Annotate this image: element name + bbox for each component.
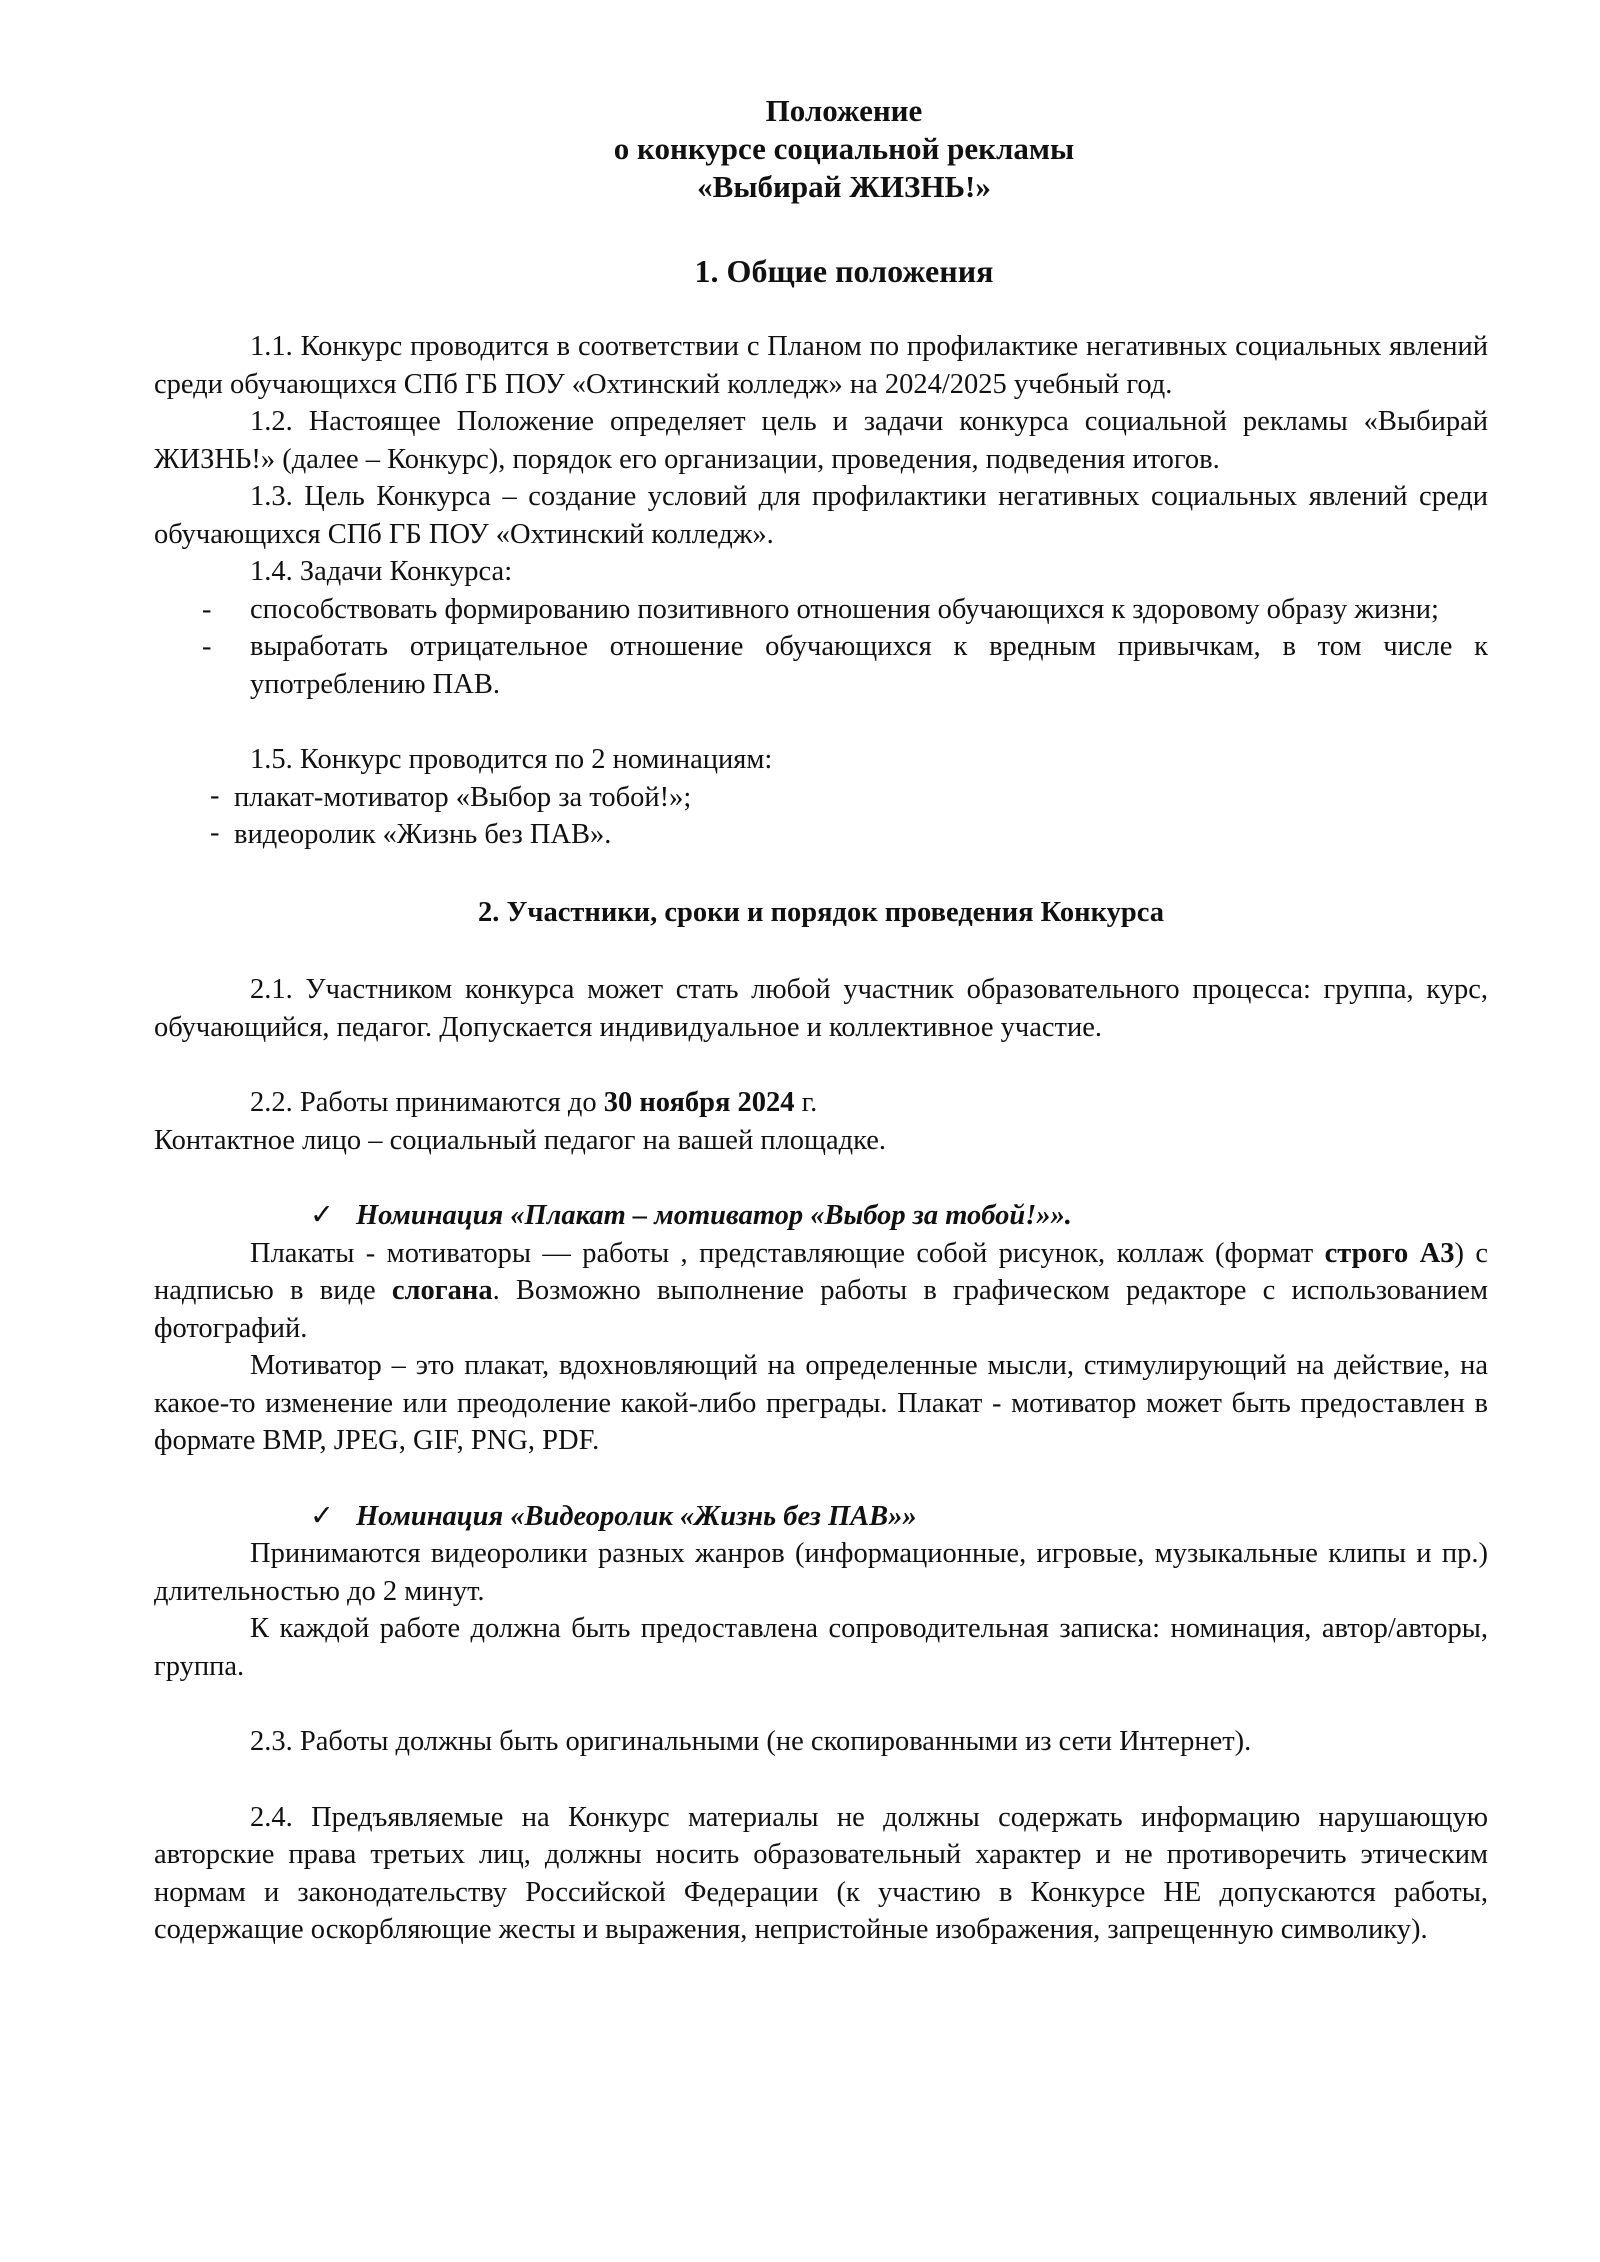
- task-item-text: выработать отрицательное отношение обучающихся к вредным привычкам, в том числе к употреблению ПАВ.: [250, 631, 1488, 700]
- document-title: [200, 92, 1488, 206]
- nomination-list-item: [154, 816, 1488, 854]
- deadline-date: 30 ноября 2024: [603, 1087, 795, 1118]
- task-item: [154, 628, 1488, 703]
- text-run: Плакаты - мотиваторы — работы , представляющие собой рисунок, коллаж (формат: [250, 1237, 1325, 1269]
- deadline-prefix: 2.2. Работы принимаются до: [250, 1087, 604, 1118]
- nomination-1-title: Номинация «Плакат – мотиватор «Выбор за тобой!»».: [356, 1200, 1072, 1231]
- checkmark-icon: ✓: [310, 1500, 334, 1532]
- nomination-1-paragraph-2: Мотиватор – это плакат, вдохновляющий на определенные мысли, стимулирующий на действие, на какое-то изменение или преодоление какой-либо преграды. Плакат - мотиватор может быть предоставлен в формате BMP, JPEG, GIF, PNG, PDF.: [154, 1350, 1488, 1456]
- nomination-2-title: Номинация «Видеоролик «Жизнь без ПАВ»»: [356, 1500, 917, 1532]
- text-run: . Возможно выполнение работы в графическом редакторе с использованием фотографий.: [154, 1275, 1488, 1344]
- bullet-dash: -: [202, 593, 212, 625]
- paragraph-1-2: 1.2. Настоящее Положение определяет цель и задачи конкурса социальной рекламы «Выбирай ЖИЗНЬ!» (далее – Конкурс), порядок его организации, проведения, подведения итогов.: [154, 406, 1488, 475]
- nomination-list-item: [154, 779, 1488, 817]
- paragraph-1-1: 1.1. Конкурс проводится в соответствии с Планом по профилактике негативных социальных явлений среди обучающихся СПб ГБ ПОУ «Охтинский колледж» на 2024/2025 учебный год.: [154, 331, 1488, 400]
- bullet-dash: -: [210, 817, 220, 848]
- slogan-emphasis: слогана: [391, 1275, 493, 1306]
- paragraph-1-3: 1.3. Цель Конкурса – создание условий для профилактики негативных социальных явлений среди обучающихся СПб ГБ ПОУ «Охтинский колледж».: [154, 481, 1488, 550]
- nomination-2-paragraph-2: К каждой работе должна быть предоставлена сопроводительная записка: номинация, автор/авторы, группа.: [154, 1613, 1488, 1682]
- nomination-list-text: видеоролик «Жизнь без ПАВ».: [234, 819, 612, 850]
- paragraph-2-3: 2.3. Работы должны быть оригинальными (не скопированными из сети Интернет).: [250, 1726, 1252, 1757]
- task-item-text: способствовать формированию позитивного отношения обучающихся к здоровому образу жизни;: [250, 593, 1439, 625]
- task-item: [154, 591, 1488, 629]
- nomination-2-heading: [154, 1498, 1488, 1536]
- section-2-heading: 2. Участники, сроки и порядок проведения Конкурса: [478, 896, 1164, 928]
- paragraph-1-4: 1.4. Задачи Конкурса:: [250, 556, 513, 587]
- contact-person: Контактное лицо – социальный педагог на вашей площадке.: [154, 1124, 887, 1156]
- paragraph-2-2: [154, 1084, 1488, 1122]
- nomination-2-paragraph-1: Принимаются видеоролики разных жанров (информационные, игровые, музыкальные клипы и пр.) длительностью до 2 минут.: [154, 1538, 1488, 1607]
- bullet-dash: -: [210, 779, 220, 811]
- bullet-dash: -: [202, 631, 212, 662]
- title-line-2: о конкурсе социальной рекламы: [613, 131, 1075, 166]
- title-line-1: Положение: [765, 93, 923, 128]
- deadline-suffix: г.: [794, 1087, 818, 1118]
- nomination-1-paragraph-1: [154, 1235, 1488, 1348]
- checkmark-icon: ✓: [310, 1200, 334, 1231]
- format-emphasis: строго А3: [1324, 1237, 1455, 1269]
- text-run: ) с надписью в виде: [154, 1237, 1489, 1306]
- title-line-3: «Выбирай ЖИЗНЬ!»: [697, 169, 991, 204]
- paragraph-2-1: 2.1. Участником конкурса может стать любой участник образовательного процесса: группа, курс, обучающийся, педагог. Допускается индивидуальное и коллективное участие.: [154, 974, 1488, 1043]
- paragraph-2-4: 2.4. Предъявляемые на Конкурс материалы не должны содержать информацию нарушающую авторские права третьих лиц, должны носить образовательный характер и не противоречить этическим нормам и законодательству Российской Федерации (к участию в Конкурсе НЕ допускаются работы, содержащие оскорбляющие жесты и выражения, непристойные изображения, запрещенную символику).: [154, 1801, 1488, 1945]
- nomination-1-heading: [154, 1197, 1488, 1235]
- nomination-list-text: плакат-мотиватор «Выбор за тобой!»;: [234, 781, 692, 813]
- section-1-heading: 1. Общие положения: [694, 253, 994, 289]
- paragraph-1-5: 1.5. Конкурс проводится по 2 номинациям:: [250, 744, 773, 775]
